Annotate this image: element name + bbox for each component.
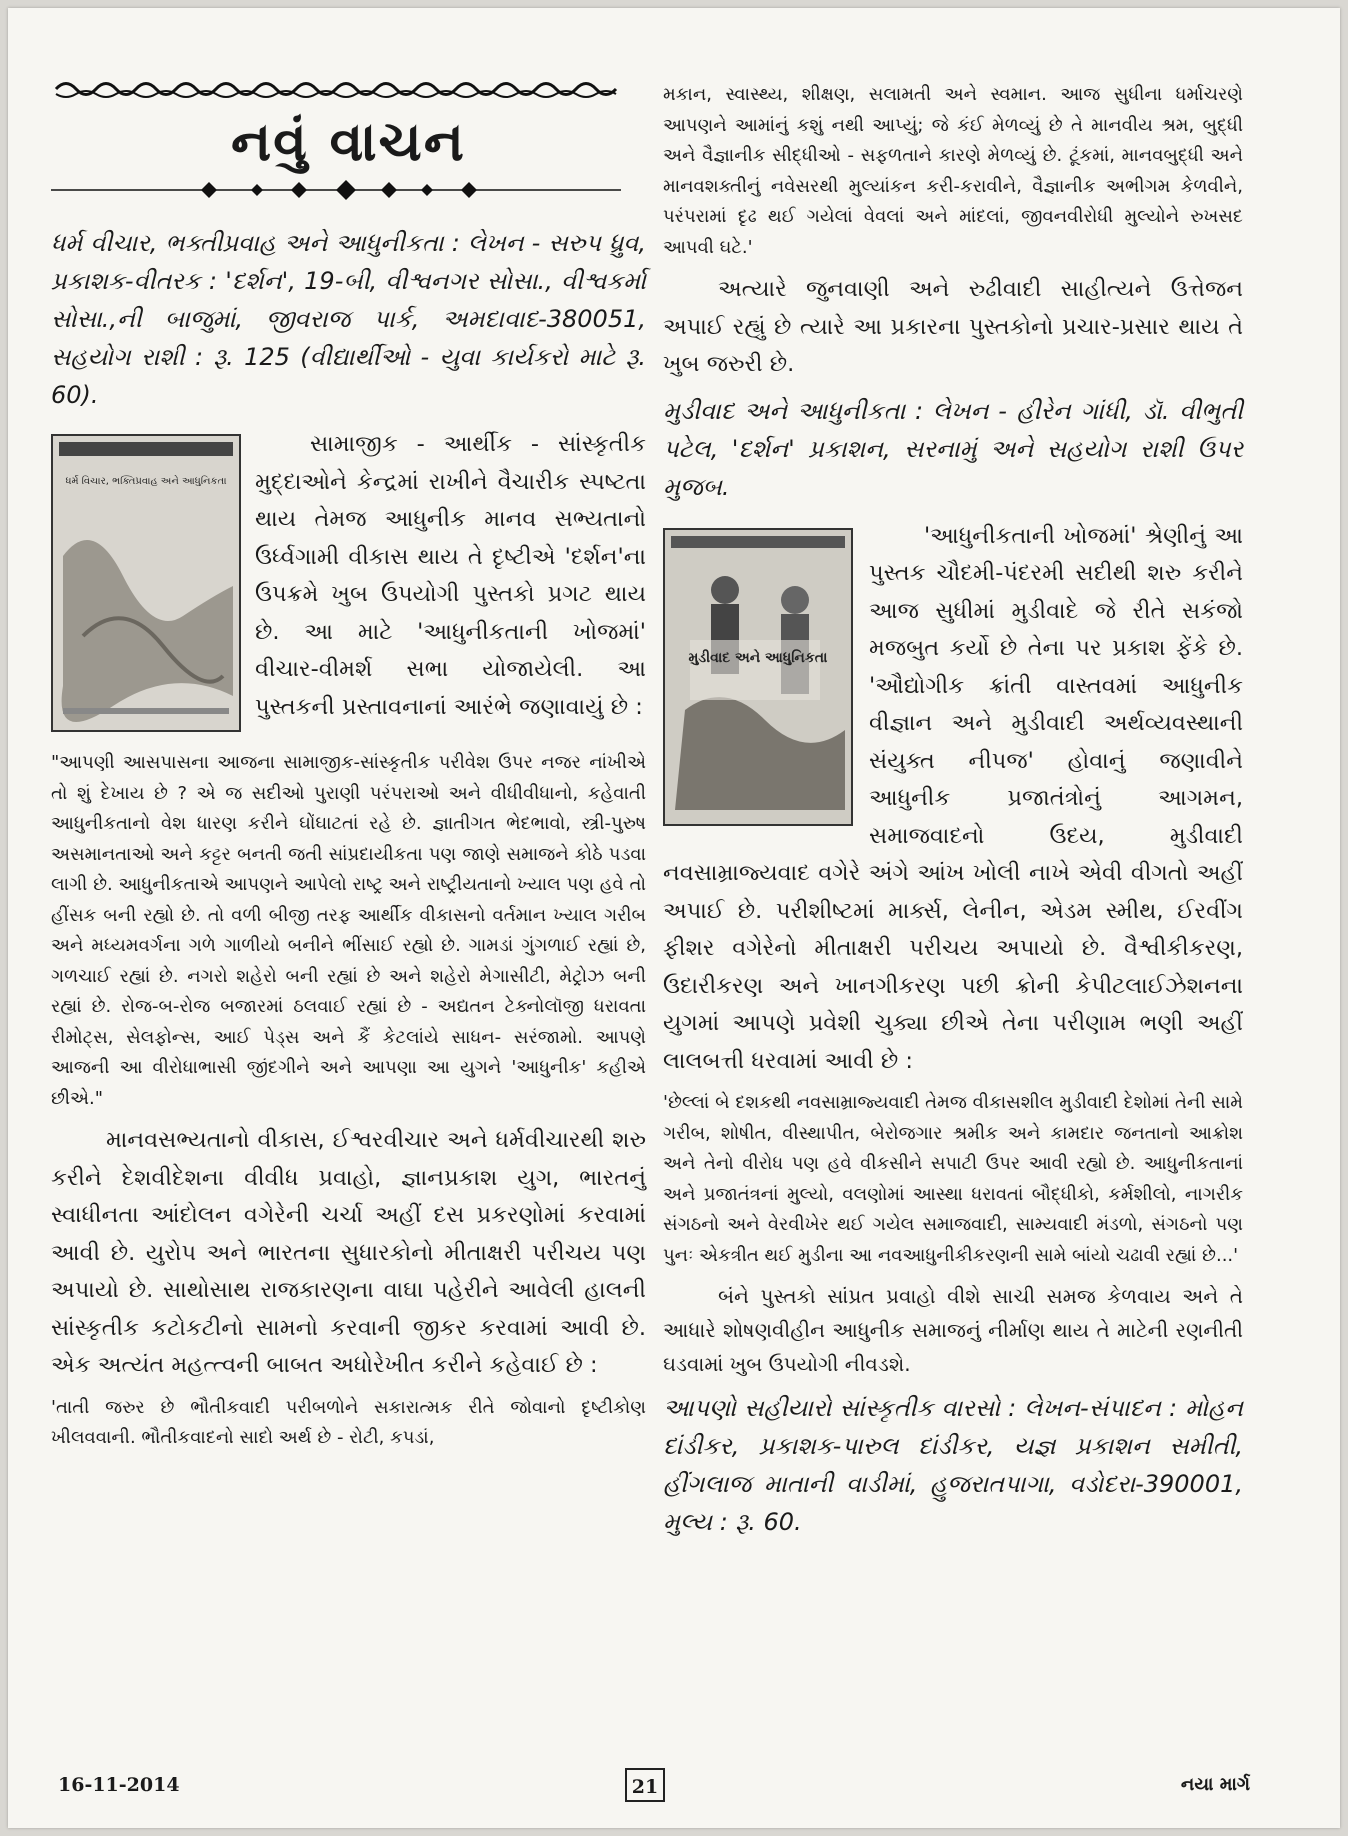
book2-quote: 'છેલ્લાં બે દશકથી નવસામ્રાજ્યવાદી તેમજ વીકાસશીલ મુડીવાદી દેશોમાં તેની સામે ગરીબ, શોષીત, વીસ્થાપીત, બેરોજગાર શ્રમીક અને કામદાર જનતાનો આક્રોશ અને તેનો વીરોધ પણ હવે વીકસીને સપાટી ઉપર આવી રહ્યો છે. આધુનીકતાનાં અને પ્રજાતંત્રનાં મુલ્યો, વલણોમાં આસ્થા ધરાવતાં બૌદ્ધીકો, કર્મશીલો, નાગરીક સંગઠનો અને વેરવીખેર થઈ ગયેલ સમાજવાદી, સામ્યવાદી મંડળો, સંગઠનો પણ પુનઃ એકત્રીત થઈ મુડીના આ નવઆધુનીકીકરણની સામે બાંયો ચઢાવી રહ્યાં છે...': [663, 1092, 1243, 1266]
magazine-name: નયા માર્ગ: [1180, 1774, 1250, 1795]
top-ornament: [51, 78, 646, 100]
book1-intro-block: [51, 426, 646, 740]
title-divider: [51, 178, 646, 202]
book1-quote: "આપણી આસપાસના આજના સામાજીક-સાંસ્કૃતીક પરીવેશ ઉપર નજર નાંખીએ તો શું દેખાય છે ? એ જ સદીઓ પુરાણી પરંપરાઓ અને વીધીવીધાનો, કહેવાતી આધુનીકતાનો વેશ ધારણ કરીને ઘોંઘાટતાં રહે છે. જ્ઞાતીગત ભેદભાવો, સ્ત્રી-પુરુષ અસમાનતાઓ અને કટ્ટર બનતી જતી સાંપ્રદાયીકતા પણ જાણે સમાજને કોઠે પડવા લાગી છે. આધુનીકતાએ આપણને આપેલો રાષ્ટ્ર અને રાષ્ટ્રીયતાનો ખ્યાલ પણ હવે તો હીંસક બની રહ્યો છે. તો વળી બીજી તરફ આર્થીક વીકાસનો વર્તમાન ખ્યાલ ગરીબ અને મધ્યમવર્ગના ગળે ગાળીયો બનીને ભીંસાઈ રહ્યો છે. ગામડાં ગુંગળાઈ રહ્યાં છે, ગળચાઈ રહ્યાં છે. નગરો શહેરો બની રહ્યાં છે અને શહેરો મેગાસીટી, મેટ્રોઝ બની રહ્યાં છે. રોજ-બ-રોજ બજારમાં ઠલવાઈ રહ્યાં છે - અદ્યતન ટેક્નોલૉજી ધરાવતા રીમોટ્સ, સેલફોન્સ, આઈ પેડ્સ અને કૈં કેટલાંયે સાધન- સરંજામો. આપણે આજની આ વીરોધાભાસી જીંદગીને અને આપણા આ યુગને 'આધુનીક' કહીએ છીએ.": [51, 752, 646, 1109]
page: [8, 8, 1340, 1828]
book3-entry: આપણો સહીયારો સાંસ્કૃતીક વારસો : લેખન-સંપાદન : મોહન દાંડીકર, પ્રકાશક-પારુલ દાંડીકર, યજ્ઞ પ્રકાશન સમીતી, હીંગલાજ માતાની વાડીમાં, હુજરાતપાગા, વડોદરા-390001, મુલ્ય : રૂ. 60.: [663, 1394, 1243, 1536]
left-column: [51, 78, 646, 1454]
book1-cover-title: ધર્મ વિચાર, ભક્તિપ્રવાહ અને આધુનિકતા: [65, 476, 227, 487]
book1-cover-image: [51, 434, 241, 732]
book1-entry: ધર્મ વીચાર, ભક્તીપ્રવાહ અને આધુનીકતા : લેખન - સરુપ ધ્રુવ, પ્રકાશક-વીતરક : 'દર્શન', 19-બી, વીશ્વનગર સોસા., વીશ્વકર્મા સોસા.,ની બાજુમાં, જીવરાજ પાર્ક, અમદાવાદ-380051, સહયોગ રાશી : રૂ. 125 (વીદ્યાર્થીઓ - યુવા કાર્યકરો માટે રૂ. 60).: [51, 229, 646, 409]
book1-paragraph: માનવસભ્યતાનો વીકાસ, ઈશ્વરવીચાર અને ધર્મવીચારથી શરુ કરીને દેશવીદેશના વીવીધ પ્રવાહો, જ્ઞાનપ્રકાશ યુગ, ભારતનું સ્વાધીનતા આંદોલન વગેરેની ચર્ચા અહીં દસ પ્રકરણોમાં કરવામાં આવી છે. યુરોપ અને ભારતના સુધારકોનો મીતાક્ષરી પરીચય પણ અપાયો છે. સાથોસાથ રાજકારણના વાઘા પહેરીને આવેલી હાલની સાંસ્કૃતીક કટોકટીનો સામનો કરવાની જીકર કરવામાં આવી છે. એક અત્યંત મહત્ત્વની બાબત અધોરેખીત કરીને કહેવાઈ છે :: [51, 1127, 646, 1378]
book2-cover-title: મુડીવાદ અને આધુનિકતા: [688, 649, 828, 666]
book1-quote2-start: 'તાતી જરુર છે ભૌતીકવાદી પરીબળોને સકારાત્મક રીતે જોવાનો દૃષ્ટીકોણ ખીલવવાની. ભૌતીકવાદનો સાદો અર્થ છે - રોટી, કપડાં,: [51, 1396, 646, 1448]
right-column: [663, 80, 1243, 1541]
book1-intro: સામાજીક - આર્થીક - સાંસ્કૃતીક મુદ્દાઓને કેન્દ્રમાં રાખીને વૈચારીક સ્પષ્ટતા થાય તેમજ આધુનીક માનવ સભ્યતાનો ઉર્ધ્વગામી વીકાસ થાય તે દૃષ્ટીએ 'દર્શન'ના ઉપક્રમે ખુબ ઉપયોગી પુસ્તકો પ્રગટ થાય છે. આ માટે 'આધુનીકતાની ખોજમાં' વીચાર-વીમર્શ સભા યોજાયેલી. આ પુસ્તકની પ્રસ્તાવનાનાં આરંભે જણાવાયું છે :: [255, 431, 646, 720]
book2-closing-paragraph: બંને પુસ્તકો સાંપ્રત પ્રવાહો વીશે સાચી સમજ કેળવાય અને તે આધારે શોષણવીહીન આધુનીક સમાજનું નીર્માણ થાય તે માટેની રણનીતી ઘડવામાં ખુબ ઉપયોગી નીવડશે.: [663, 1284, 1243, 1376]
section-title: નવું વાચન: [231, 110, 466, 173]
scroll-ornament-icon: [51, 78, 621, 100]
divider-ornament-icon: [51, 178, 621, 202]
book1-closing-paragraph: અત્યારે જુનવાણી અને રુઢીવાદી સાહીત્યને ઉત્તેજન અપાઈ રહ્યું છે ત્યારે આ પ્રકારના પુસ્તકોનો પ્રચાર-પ્રસાર થાય તે ખુબ જરુરી છે.: [663, 276, 1243, 377]
book2-entry: મુડીવાદ અને આધુનીકતા : લેખન - હીરેન ગાંધી, ડૉ. વીભુતી પટેલ, 'દર્શન' પ્રકાશન, સરનામું અને સહયોગ રાશી ઉપર મુજબ.: [663, 396, 1243, 501]
book2-cover-image: [663, 528, 853, 826]
book-cover-art-icon: [665, 530, 851, 824]
book2-intro-block: [663, 518, 1243, 1081]
issue-date: 16-11-2014: [58, 1774, 180, 1796]
book1-quote2-continued: મકાન, સ્વાસ્થ્ય, શીક્ષણ, સલામતી અને સ્વમાન. આજ સુધીના ધર્માચરણે આપણને આમાંનું કશું નથી આપ્યું; જે કંઈ મેળવ્યું છે તે માનવીય શ્રમ, બુદ્ધી અને વૈજ્ઞાનીક સીદ્ધીઓ - સફળતાને કારણે મેળવ્યું છે. ટૂંકમાં, માનવબુદ્ધી અને માનવશક્તીનું નવેસરથી મુલ્યાંકન કરી-કરાવીને, વૈજ્ઞાનીક અભીગમ કેળવીને, પરંપરામાં દૃઢ થઈ ગયેલાં વેવલાં અને માંદલાં, જીવનવીરોધી મુલ્યોને રુખસદ આપવી ઘટે.': [663, 84, 1243, 258]
page-number: 21: [625, 1768, 665, 1802]
book2-intro: 'આધુનીકતાની ખોજમાં' શ્રેણીનું આ પુસ્તક ચૌદમી-પંદરમી સદીથી શરુ કરીને આજ સુધીમાં મુડીવાદે જે રીતે સકંજો મજબુત કર્યો છે તેના પર પ્રકાશ ફેંકે છે. 'ઔદ્યોગીક ક્રાંતી વાસ્તવમાં આધુનીક વીજ્ઞાન અને મુડીવાદી અર્થવ્યવસ્થાની સંયુક્ત નીપજ' હોવાનું જણાવીને આધુનીક પ્રજાતંત્રોનું આગમન, સમાજવાદનો ઉદય, મુડીવાદી નવસામ્રાજ્યવાદ વગેરે અંગે આંખ ખોલી નાખે એવી વીગતો અહીં અપાઈ છે. પરીશીષ્ટમાં માર્ક્સ, લેનીન, એડમ સ્મીથ, ઈરવીંગ ફીશર વગેરેનો મીતાક્ષરી પરીચય અપાયો છે. વૈશ્વીકીકરણ, ઉદારીકરણ અને ખાનગીકરણ પછી ક્રોની કેપીટલાઈઝેશનના યુગમાં આપણે પ્રવેશી ચુક્યા છીએ તેના પરીણામ ભણી અહીં લાલબત્તી ધરવામાં આવી છે :: [663, 522, 1243, 1074]
page-footer: [8, 1748, 1340, 1808]
